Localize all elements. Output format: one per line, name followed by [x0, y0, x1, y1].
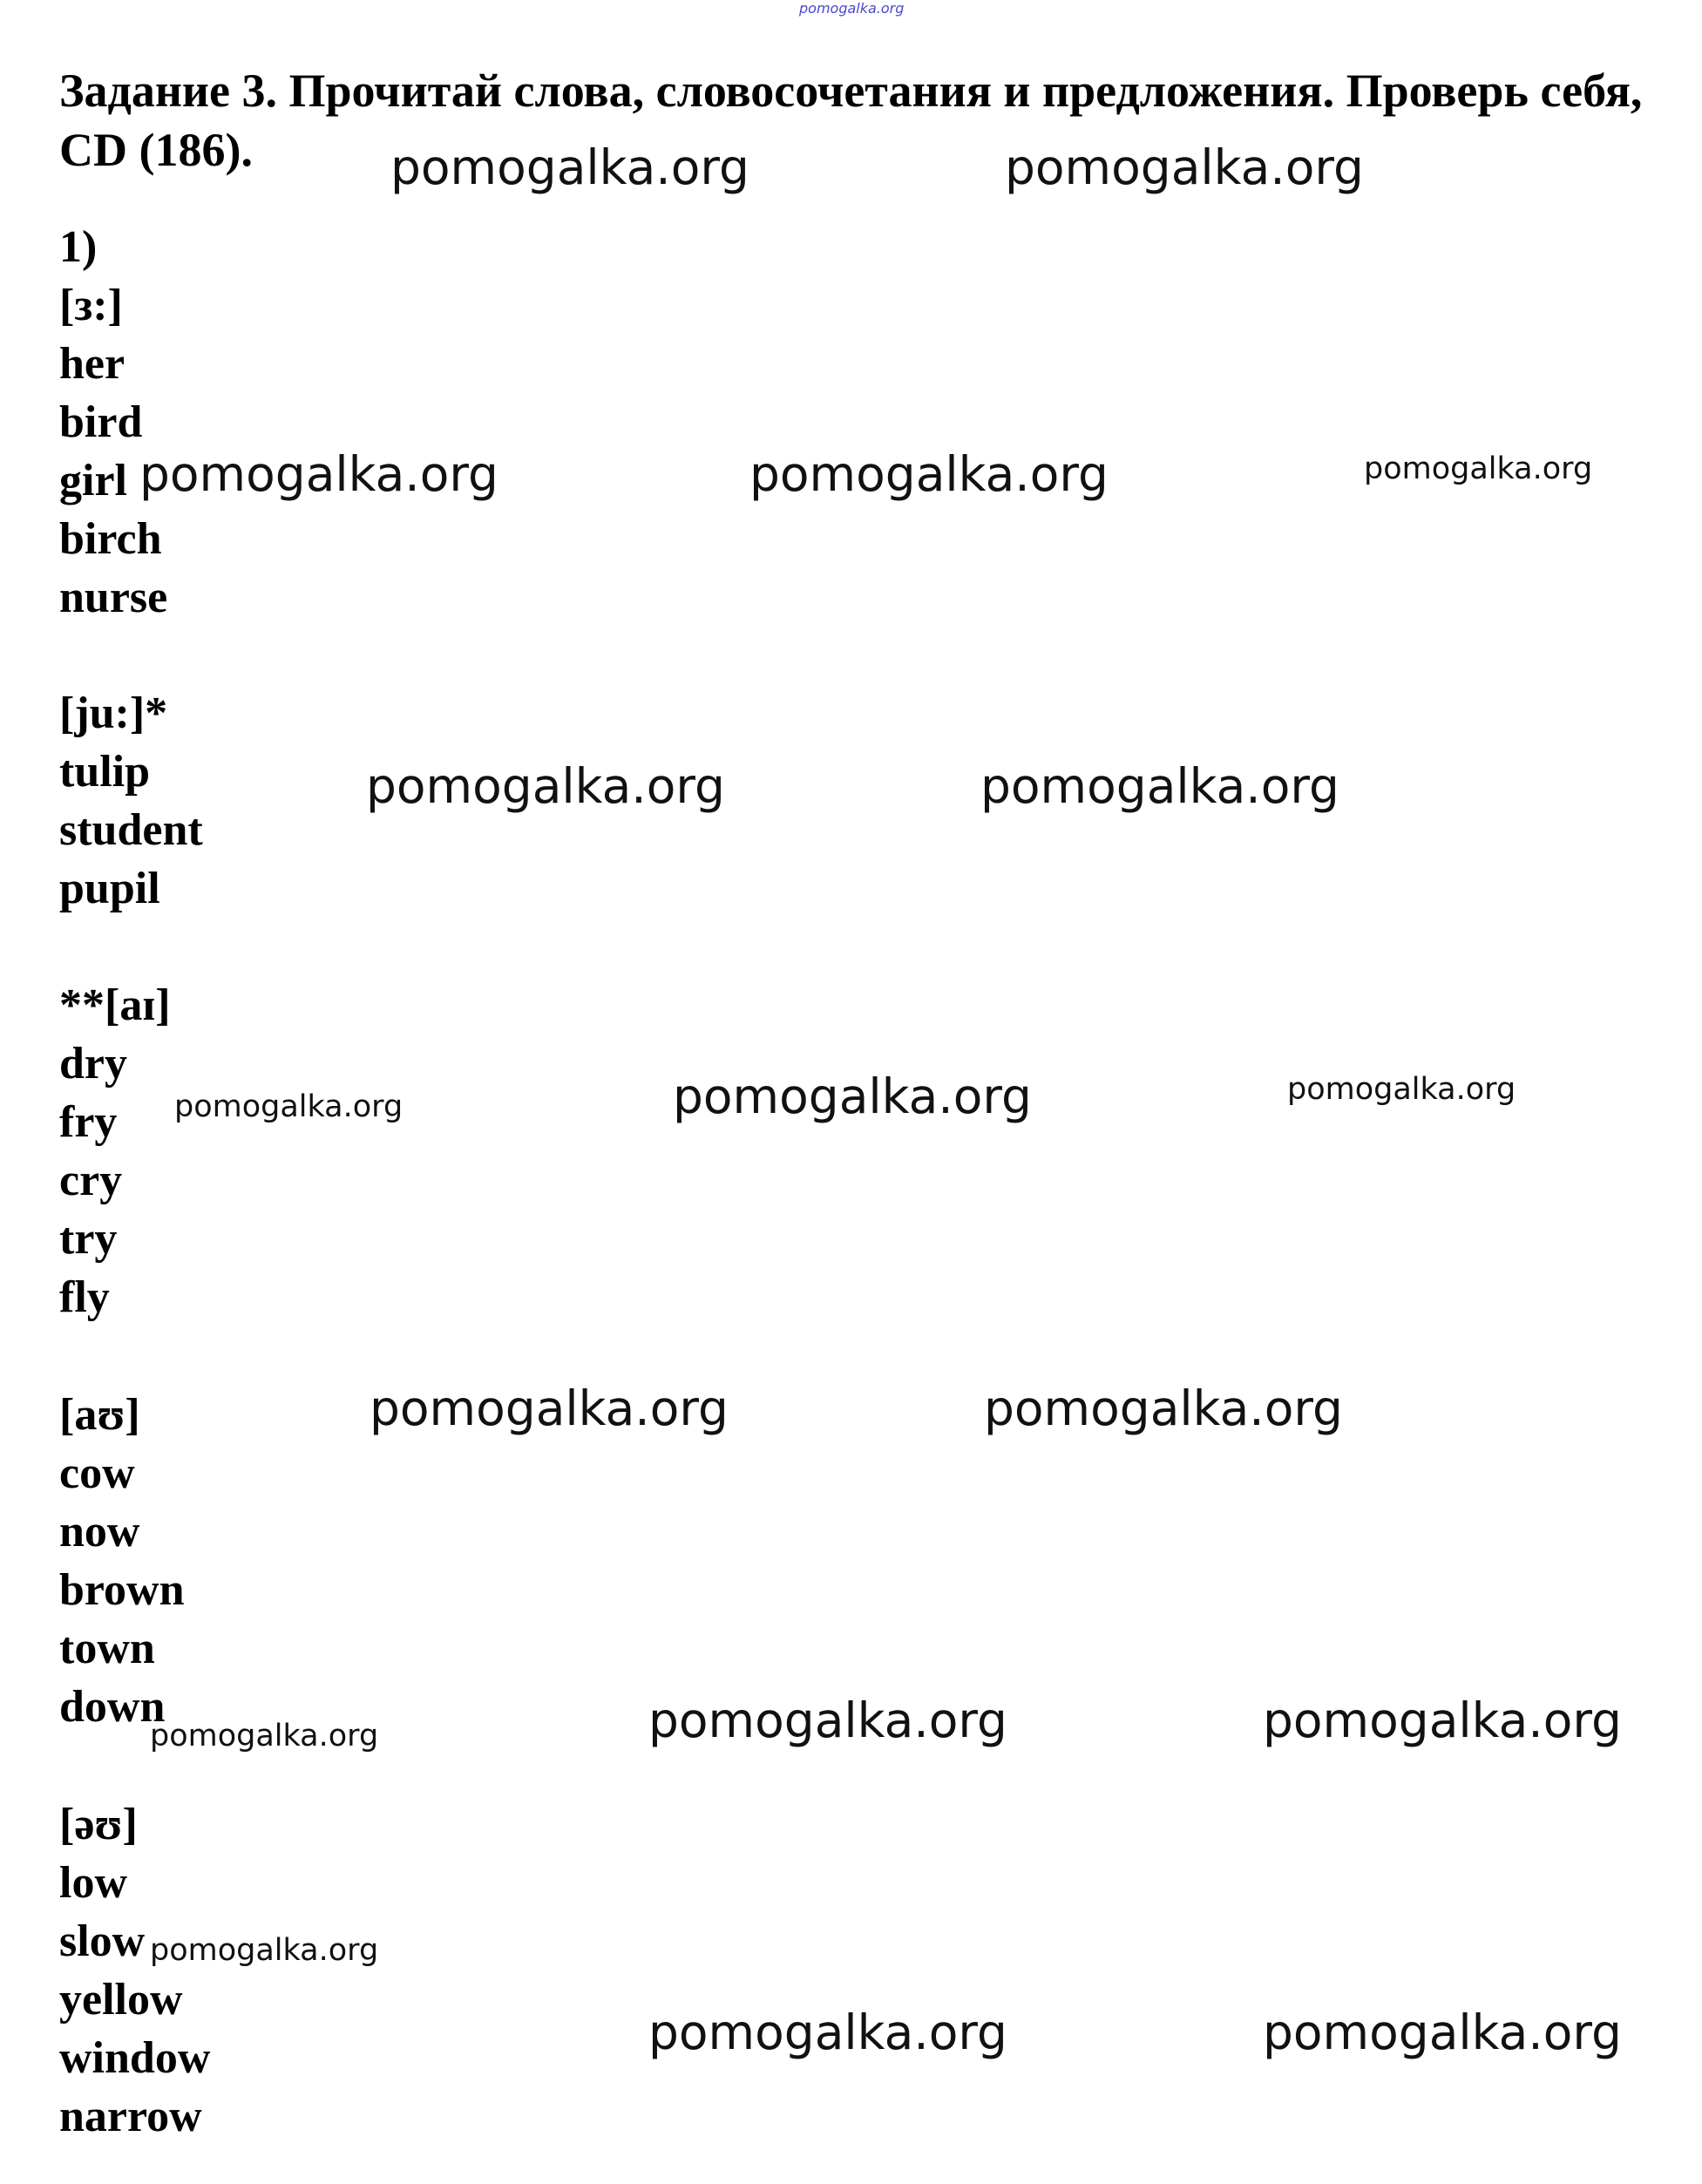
word: cry: [59, 1156, 123, 1205]
watermark: pomogalka.org: [370, 1380, 729, 1436]
watermark: pomogalka.org: [1364, 451, 1593, 486]
word: slow: [59, 1916, 146, 1966]
word-list-2: [59, 684, 203, 918]
word: fly: [59, 1272, 110, 1322]
watermark: pomogalka.org: [648, 1692, 1007, 1748]
watermark: pomogalka.org: [366, 758, 725, 814]
word: try: [59, 1214, 118, 1264]
section-heading: [əʊ]: [59, 1800, 138, 1849]
section-heading: [aʊ]: [59, 1390, 140, 1440]
watermark: pomogalka.org: [673, 1068, 1032, 1124]
word-list-1: [59, 218, 167, 627]
word: town: [59, 1624, 155, 1673]
word: her: [59, 339, 125, 389]
part-label: 1): [59, 222, 98, 272]
watermark: pomogalka.org: [174, 1089, 403, 1124]
word: now: [59, 1507, 140, 1557]
word: tulip: [59, 747, 151, 797]
word-list-4: [59, 1386, 185, 1736]
word: brown: [59, 1565, 185, 1615]
watermark: pomogalka.org: [1005, 139, 1364, 195]
word: dry: [59, 1039, 127, 1089]
word: student: [59, 805, 203, 855]
watermark: pomogalka.org: [648, 2004, 1007, 2060]
section-heading: [ju:]*: [59, 688, 168, 738]
watermark: pomogalka.org: [390, 139, 749, 195]
watermark: pomogalka.org: [1263, 1692, 1622, 1748]
task-title: Задание 3. Прочитай слова, словосочетания и предложения. Проверь себя, CD (186).: [59, 64, 1643, 176]
word: cow: [59, 1448, 135, 1498]
word: yellow: [59, 1975, 183, 2025]
word: down: [59, 1682, 166, 1732]
word: birch: [59, 514, 162, 564]
watermark: pomogalka.org: [1287, 1072, 1516, 1107]
section-heading: **[aɪ]: [59, 980, 171, 1030]
watermark: pomogalka.org: [150, 1933, 379, 1968]
watermark: pomogalka.org: [1263, 2004, 1622, 2060]
word-list-3: [59, 976, 171, 1326]
watermark: pomogalka.org: [980, 758, 1339, 814]
word: low: [59, 1858, 127, 1908]
word: nurse: [59, 573, 168, 622]
word: narrow: [59, 2092, 202, 2141]
watermark: pomogalka.org: [150, 1719, 379, 1753]
header-watermark: pomogalka.org: [799, 0, 905, 17]
word: pupil: [59, 864, 160, 913]
watermark: pomogalka.org: [139, 446, 498, 502]
word: window: [59, 2033, 211, 2083]
word: bird: [59, 397, 143, 447]
word: girl: [59, 456, 127, 505]
watermark: pomogalka.org: [749, 446, 1109, 502]
word-list-5: [59, 1795, 210, 2146]
word: fry: [59, 1097, 118, 1147]
watermark: pomogalka.org: [984, 1380, 1343, 1436]
section-heading: [з:]: [59, 281, 123, 330]
